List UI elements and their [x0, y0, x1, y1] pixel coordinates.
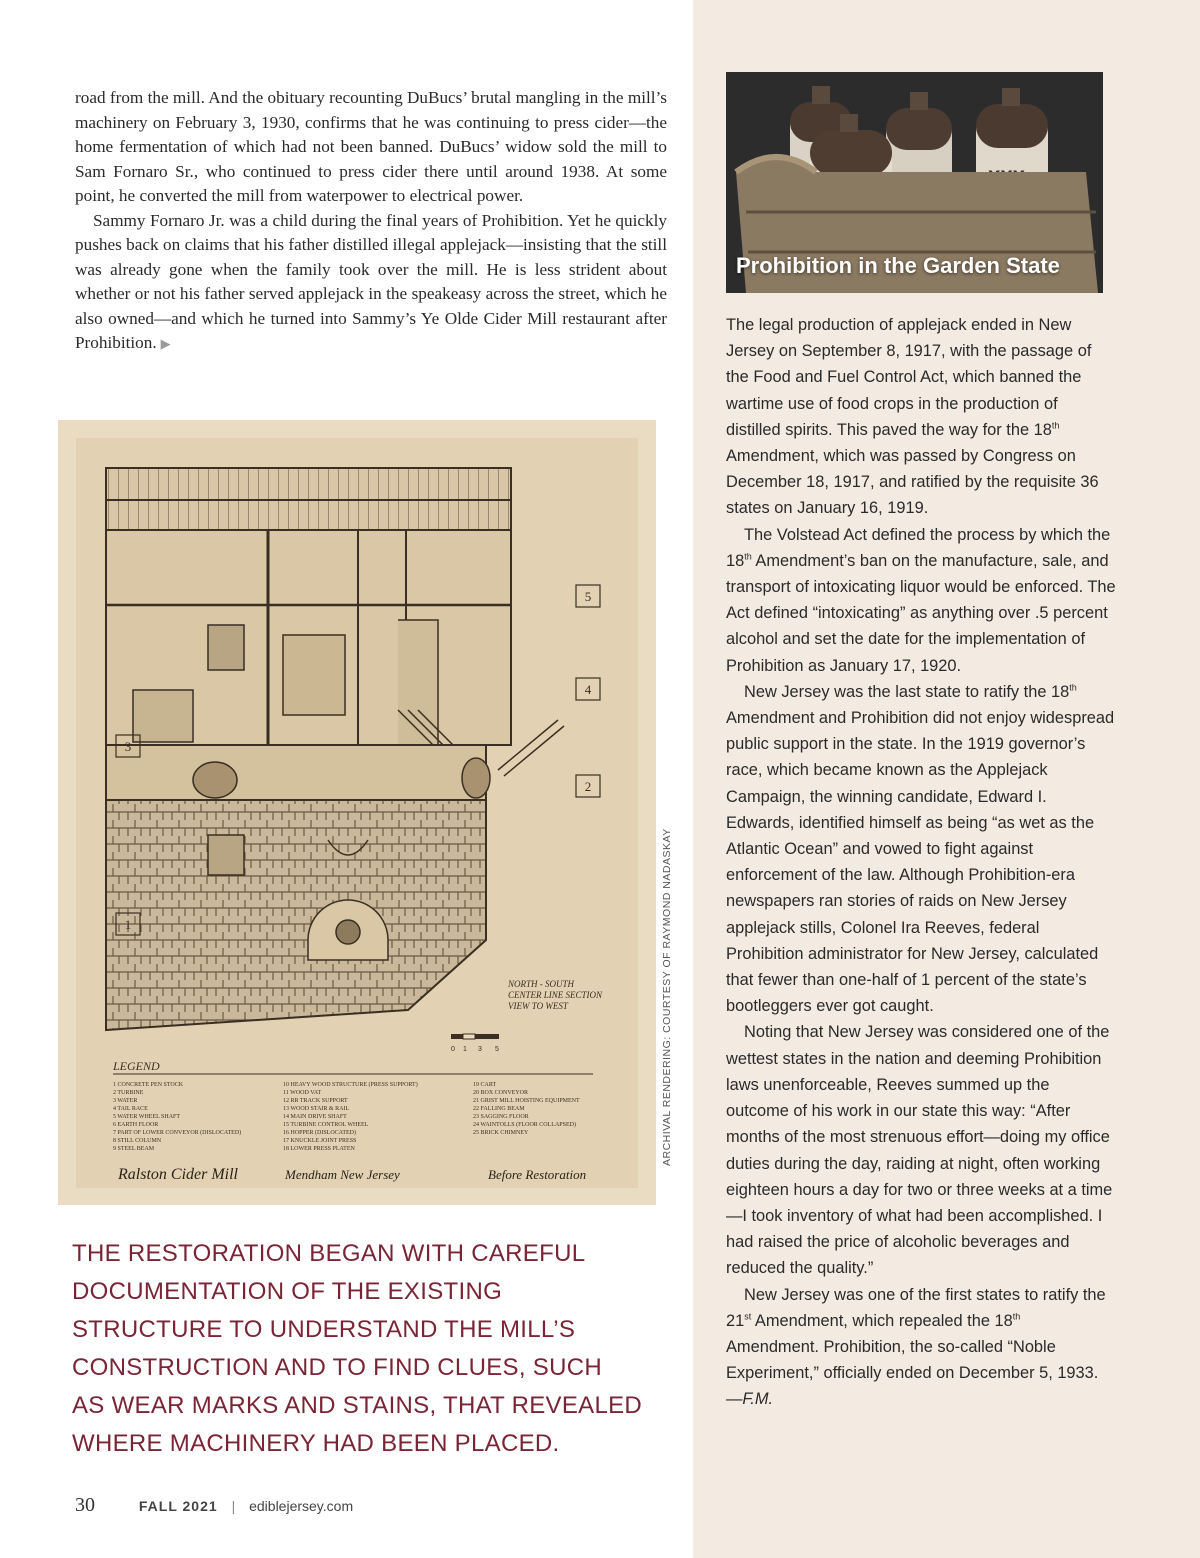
legend-item: 4 TAIL RACE [113, 1106, 148, 1112]
section-note-line-3: VIEW TO WEST [508, 1001, 568, 1011]
main-paragraph-2 [75, 209, 667, 357]
roof-structure [106, 468, 511, 530]
footer-separator: | [231, 1498, 236, 1514]
marker-5: 5 [584, 589, 592, 604]
sidebar-paragraph-3-b: Amendment and Prohibition did not enjoy widespread public support in the state. In the 1919 governor’s race, which became known as the Applejack Campaign, the winning candidate, Edward I. Edwards, identified himself as being “as wet as the Atlantic Ocean” and vowed to fight against enforcement of the law. Although Prohibition-era newspapers ran stories of raids on New Jersey applejack stills, Colonel Ira Reeves, federal Prohibition administrator for New Jersey, calculated that fewer than one-half of 1 percent of the state’s bootleggers ever got caught. [726, 709, 1115, 1016]
legend-item: 7 PART OF LOWER CONVEYOR (DISLOCATED) [113, 1130, 242, 1136]
section-note-line-1: NORTH - SOUTH [508, 979, 575, 989]
drawing-caption-title: Ralston Cider Mill [118, 1166, 238, 1183]
sidebar-article-text [726, 312, 1116, 1413]
legend-item: 19 CART [473, 1082, 497, 1088]
sidebar-paragraph-1-a: The legal production of applejack ended in New Jersey on September 8, 1917, with the passage of the Food and Fuel Control Act, which banned the wartime use of food crops in the production of distilled spirits. This paved the way for the 18 [726, 316, 1092, 439]
legend-item: 16 HOPPER (DISLOCATED) [283, 1130, 357, 1136]
legend-item: 10 HEAVY WOOD STRUCTURE (PRESS SUPPORT) [283, 1082, 418, 1088]
page-footer [75, 1494, 353, 1517]
marker-3: 3 [124, 739, 132, 754]
sidebar-paragraph-5 [726, 1282, 1116, 1413]
pull-quote-line: DOCUMENTATION OF THE EXISTING [72, 1278, 503, 1305]
sidebar-paragraph-5-a: New Jersey was one of the first states to ratify the 21 [726, 1285, 1106, 1330]
legend-item: 1 CONCRETE PEN STOCK [113, 1082, 184, 1088]
drawing-caption-status: Before Restoration [488, 1167, 587, 1182]
mill-section-drawing [58, 420, 656, 1205]
photo-credit: ARCHIVAL RENDERING: COURTESY OF RAYMOND NADASKAY [661, 828, 673, 1166]
scale-3: 3 [478, 1046, 482, 1053]
main-article-text [75, 86, 667, 357]
legend-item: 14 MAIN DRIVE SHAFT [283, 1114, 347, 1120]
ordinal-suffix: th [1051, 420, 1060, 431]
legend-item: 11 WOOD VAT [283, 1090, 322, 1096]
marker-2: 2 [584, 779, 592, 794]
ordinal-suffix: th [744, 551, 752, 562]
sidebar-paragraph-1-b: Amendment, which was passed by Congress on December 18, 1917, and ratified by the requisite 36 states on January 16, 1919. [726, 447, 1099, 518]
scale-5: 5 [495, 1046, 499, 1053]
legend-item: 3 WATER [113, 1098, 138, 1104]
ordinal-suffix: th [1012, 1311, 1021, 1322]
author-signature: —F.M. [726, 1390, 774, 1409]
continue-arrow-icon: ▶ [160, 336, 171, 351]
legend-item: 24 WAINTOLLS (FLOOR COLLAPSED) [473, 1122, 576, 1128]
legend-item: 18 LOWER PRESS PLATEN [283, 1146, 355, 1152]
legend-item: 15 TURBINE CONTROL WHEEL [283, 1122, 369, 1128]
section-note-line-2: CENTER LINE SECTION [508, 990, 603, 1000]
legend-item: 25 BRICK CHIMNEY [473, 1130, 529, 1136]
page-number: 30 [75, 1494, 95, 1516]
pull-quote-line: WHERE MACHINERY HAD BEEN PLACED. [72, 1430, 560, 1457]
legend-item: 2 TURBINE [113, 1090, 144, 1096]
legend-title: LEGEND [113, 1059, 160, 1073]
sidebar-paragraph-5-b: Amendment, which repealed the 18 [751, 1311, 1013, 1330]
sidebar-paragraph-4: Noting that New Jersey was considered one of the wettest states in the nation and deeming Prohibition laws unenforceable, Reeves summed up the outcome of his work in our state this way: “After months of the most strenuous effort—doing my office duties during the day, raiding at night, often working eighteen hours a day for two or three weeks at a time—I took inventory of what had been accomplished. I had raised the price of alcoholic beverages and reduced the quality.” [726, 1023, 1113, 1278]
sidebar-paragraph-2-b: Amendment’s ban on the manufacture, sale, and transport of intoxicating liquor would be enforced. The Act defined “intoxicating” as anything over .5 percent alcohol and set the date for the implementation of Prohibition as January 17, 1920. [726, 551, 1116, 675]
pull-quote-line: CONSTRUCTION AND TO FIND CLUES, SUCH [72, 1354, 602, 1381]
legend-item: 22 FALLING BEAM [473, 1106, 525, 1112]
legend-item: 17 KNUCKLE JOINT PRESS [283, 1138, 357, 1144]
site-link[interactable]: ediblejersey.com [249, 1498, 354, 1514]
marker-4: 4 [584, 682, 592, 697]
drawing-caption-location: Mendham New Jersey [285, 1167, 400, 1182]
legend-item: 13 WOOD STAIR & RAIL [283, 1106, 350, 1112]
main-paragraph-1: road from the mill. And the obituary recounting DuBucs’ brutal mangling in the mill’s machinery on February 3, 1930, confirms that he was continuing to press cider—the home fermentation of which had not been banned. DuBucs’ widow sold the mill to Sam Fornaro Sr., who continued to press cider there until around 1938. At some point, he converted the mill from waterpower to electrical power. [75, 88, 667, 205]
legend-item: 21 GRIST MILL HOISTING EQUIPMENT [473, 1098, 580, 1104]
legend-item: 9 STEEL BEAM [113, 1146, 155, 1152]
sidebar-paragraph-2 [726, 522, 1116, 679]
marker-1: 1 [124, 917, 132, 932]
sidebar-paragraph-3-a: New Jersey was the last state to ratify the 18 [744, 682, 1070, 701]
legend-item: 20 BOX CONVEYOR [473, 1090, 529, 1096]
main-paragraph-2-text: Sammy Fornaro Jr. was a child during the final years of Prohibition. Yet he quickly pushes back on claims that his father distilled illegal applejack—insisting that the still was already gone when the family took over the mill. He is less strident about whether or not his father served applejack in the speakeasy across the street, which he also owned—and which he turned into Sammy’s Ye Olde Cider Mill restaurant after Prohibition. [75, 210, 667, 352]
upper-floors [106, 530, 511, 770]
sidebar-paragraph-3 [726, 679, 1116, 1020]
scale-1: 1 [463, 1046, 467, 1053]
issue-season: FALL 2021 [138, 1498, 218, 1514]
applejack-jugs-photo [726, 72, 1103, 293]
pull-quote-line: STRUCTURE TO UNDERSTAND THE MILL’S [72, 1316, 576, 1343]
photo-caption: Prohibition in the Garden State [736, 253, 1060, 278]
sidebar-paragraph-5-c: Amendment. Prohibition, the so-called “Noble Experiment,” officially ended on December 5, 1933. [726, 1337, 1099, 1383]
pull-quote-line: AS WEAR MARKS AND STAINS, THAT REVEALED [72, 1392, 643, 1419]
scale-0: 0 [451, 1046, 455, 1053]
legend-item: 12 RR TRACK SUPPORT [283, 1098, 348, 1104]
legend-item: 6 EARTH FLOOR [113, 1122, 159, 1128]
ordinal-suffix: th [1069, 682, 1077, 693]
legend-item: 23 SAGGING FLOOR [473, 1114, 529, 1120]
legend-item: 8 STILL COLUMN [113, 1138, 162, 1144]
sidebar-paragraph-2-a: The Volstead Act defined the process by which the 18 [726, 525, 1111, 570]
ordinal-suffix: st [744, 1311, 752, 1322]
pull-quote [72, 1235, 643, 1463]
sidebar-paragraph-1 [726, 312, 1116, 522]
pull-quote-line: THE RESTORATION BEGAN WITH CAREFUL [72, 1240, 586, 1267]
legend-item: 5 WATER WHEEL SHAFT [113, 1114, 181, 1120]
